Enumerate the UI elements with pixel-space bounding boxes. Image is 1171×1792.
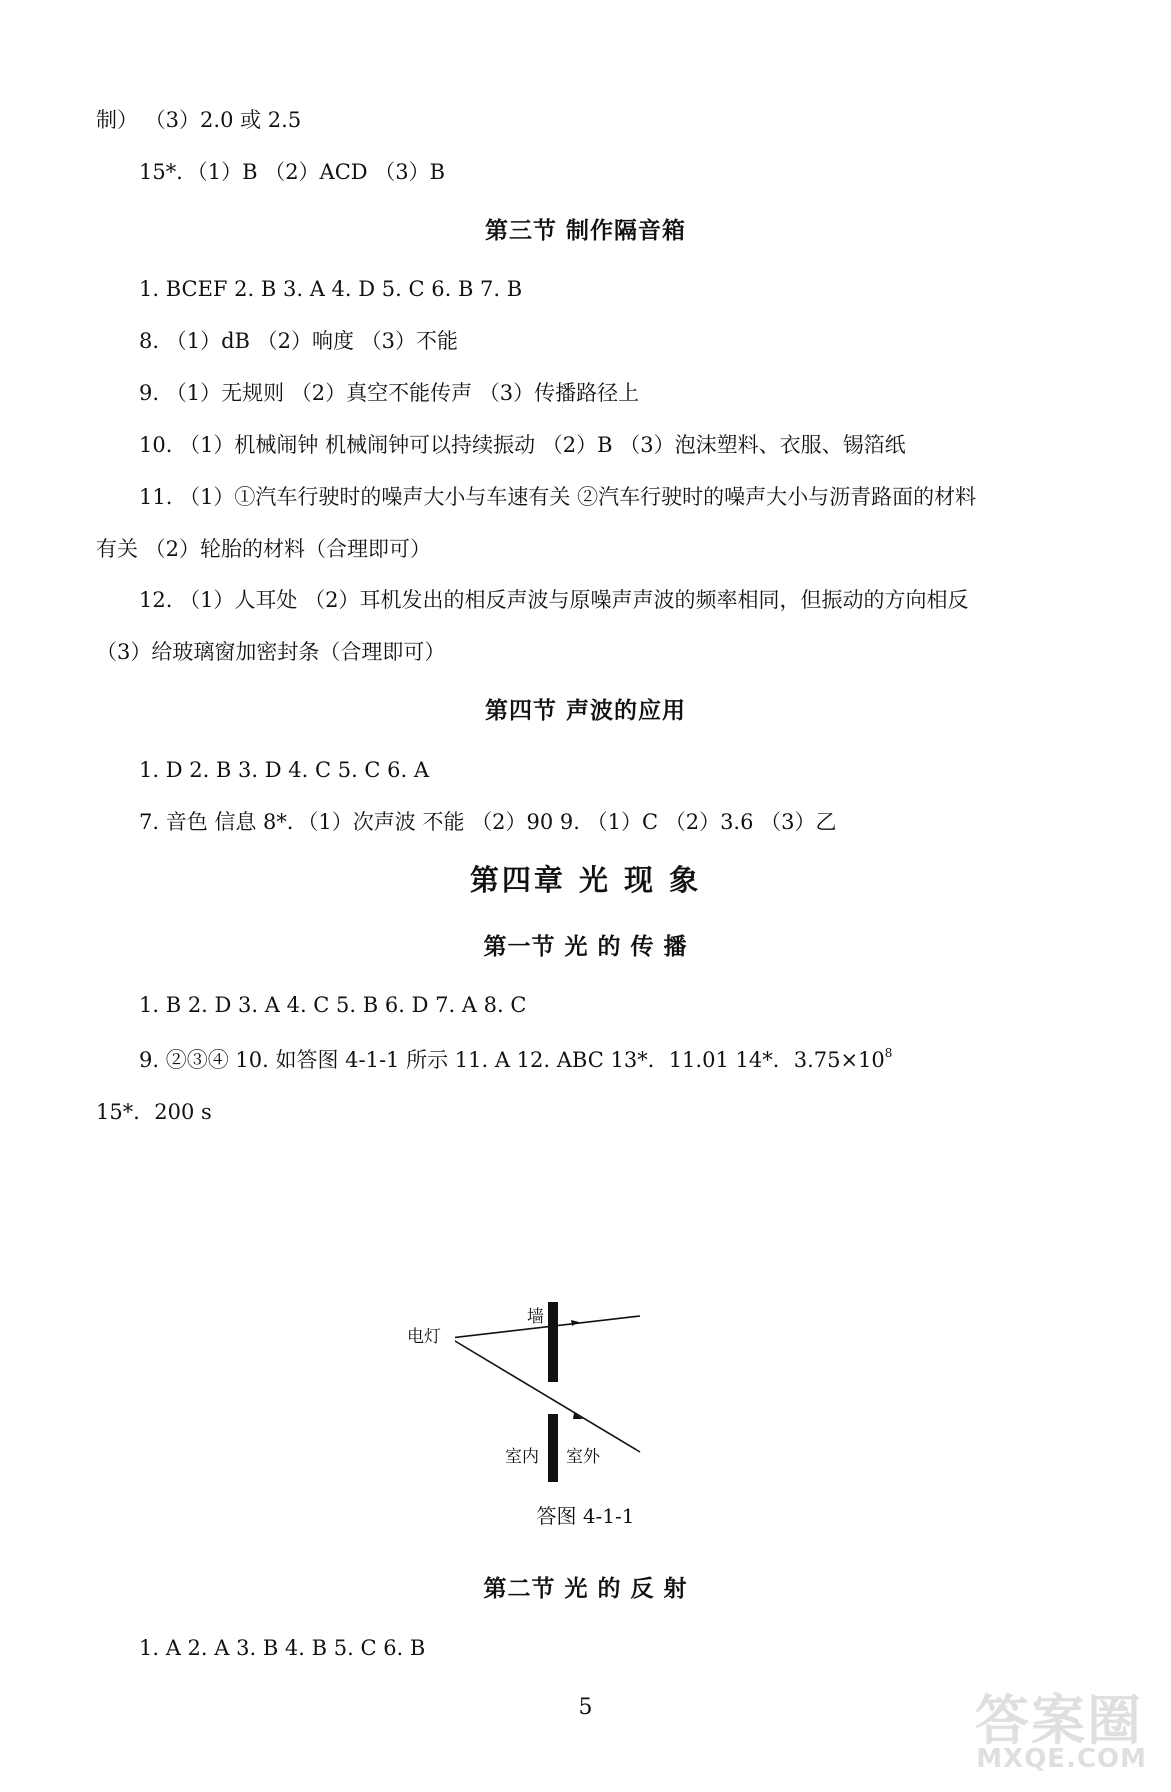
answer-line: 15*．（1）B （2）ACD （3）B	[139, 160, 446, 184]
watermark-site: MXQE.COM	[976, 1744, 1147, 1774]
answer-line: 1. A 2. A 3. B 4. B 5. C 6. B	[139, 1636, 426, 1660]
indoor-label: 室内	[505, 1447, 539, 1467]
watermark-logo: 答案圈	[975, 1689, 1143, 1752]
watermark	[923, 1678, 1153, 1778]
figure-caption: 答图 4-1-1	[536, 1504, 635, 1528]
answer-line: 有关 （2）轮胎的材料（合理即可）	[96, 537, 432, 561]
answer-line: 10. （1）机械闹钟 机械闹钟可以持续振动 （2）B （3）泡沫塑料、衣服、锡箔纸	[139, 433, 906, 457]
answer-line	[139, 1047, 892, 1071]
answer-line: 1. B 2. D 3. A 4. C 5. B 6. D 7. A 8. C	[139, 993, 527, 1017]
answer-line: 7. 音色 信息 8*．（1）次声波 不能 （2）90 9. （1）C （2）3.6 （3）乙	[139, 810, 837, 834]
answer-line: 12. （1）人耳处 （2）耳机发出的相反声波与原噪声声波的频率相同，但振动的方向相反	[139, 588, 969, 612]
answer-line: 9. （1）无规则 （2）真空不能传声 （3）传播路径上	[139, 381, 640, 405]
chapter-heading: 第四章 光 现 象	[469, 863, 702, 897]
outdoor-label: 室外	[566, 1447, 600, 1467]
section-heading-3: 第三节 制作隔音箱	[484, 217, 686, 244]
page-number: 5	[578, 1695, 593, 1720]
lamp-label: 电灯	[407, 1327, 441, 1347]
section-heading-1: 第一节 光 的 传 播	[483, 933, 688, 960]
section-heading-2: 第二节 光 的 反 射	[483, 1575, 688, 1602]
answer-line: 8. （1）dB （2）响度 （3）不能	[139, 329, 459, 353]
wall-label: 墙	[527, 1307, 544, 1327]
wall-upper	[548, 1302, 558, 1382]
exponent: 8	[884, 1046, 893, 1060]
answer-line: （3）给玻璃窗加密封条（合理即可）	[96, 640, 446, 664]
light-propagation-figure	[455, 1302, 745, 1482]
section-heading-4: 第四节 声波的应用	[484, 697, 686, 724]
answer-line: 制） （3）2.0 或 2.5	[96, 108, 302, 132]
answer-line: 15*．200 s	[96, 1100, 212, 1124]
wall-lower	[548, 1414, 558, 1482]
answer-line: 1. BCEF 2. B 3. A 4. D 5. C 6. B 7. B	[139, 277, 523, 301]
answer-text: 9. ②③④ 10. 如答图 4-1-1 所示 11. A 12. ABC 13*．11.01 14*．3.75×10	[139, 1048, 885, 1072]
lower-ray	[455, 1338, 640, 1452]
upper-ray	[455, 1316, 640, 1338]
answer-line: 1. D 2. B 3. D 4. C 5. C 6. A	[139, 758, 430, 782]
answer-line: 11. （1）①汽车行驶时的噪声大小与车速有关 ②汽车行驶时的噪声大小与沥青路面的材料	[139, 485, 977, 509]
